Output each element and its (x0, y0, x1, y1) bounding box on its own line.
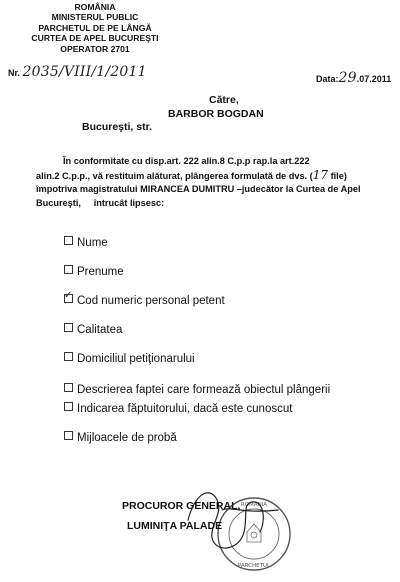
recipient-name: BARBOR BOGDAN (168, 108, 264, 120)
signatory-name: LUMINIŢA PALADE (127, 520, 223, 532)
checklist-label: Calitatea (77, 324, 123, 336)
signature-block (122, 496, 240, 536)
nr-handwritten-value: 2035/VIII/1/2011 (22, 64, 147, 80)
body-line-4-text: Bucureşti, (36, 197, 81, 208)
stamp-bottom-text: PARCHETUL (237, 563, 271, 569)
letter-body (36, 155, 396, 210)
header-line-parquet: PARCHETUL DE PE LÂNGĂ (38, 22, 152, 33)
registration-number (8, 64, 147, 80)
checkbox-icon (64, 323, 73, 332)
signatory-title: PROCUROR GENERAL, (122, 500, 241, 512)
checklist-item-mijloace (64, 431, 177, 444)
checklist-item-nume (64, 236, 108, 249)
document-date (316, 70, 391, 86)
checkbox-icon (64, 431, 73, 440)
checkbox-checked-icon (64, 294, 73, 303)
checkbox-icon (64, 402, 73, 411)
recipient-label: Către, (209, 94, 239, 106)
stamp-top-text: ROMANIA (240, 502, 268, 508)
header-line-operator: OPERATOR 2701 (60, 43, 130, 54)
checklist-item-calitatea (64, 323, 122, 336)
checkbox-icon (64, 383, 73, 392)
body-line-3: împotriva magistratului MIRANCEA DUMITRU –judecător la Curtea de Apel (36, 184, 361, 194)
header-line-country: ROMÂNIA (74, 2, 116, 12)
body-line-2 (36, 169, 396, 184)
file-count-handwritten: 17 (312, 167, 329, 182)
issuer-header (0, 2, 190, 54)
checkbox-icon (64, 265, 73, 274)
nr-label: Nr. (8, 68, 21, 78)
body-line-1: În conformitate cu disp.art. 222 alin.8 C.p.p rap.la art.222 (63, 156, 310, 166)
recipient-address: Bucureşti, str. (82, 121, 153, 133)
header-line-court: CURTEA DE APEL BUCUREŞTI (31, 33, 159, 44)
checklist-label: Indicarea făptuitorului, dacă este cunoscut (77, 403, 293, 415)
body-line-2-text: alin.2 C.p.p., vă restituim alăturat, plângerea formulată de dvs. ( (36, 170, 313, 181)
checklist-item-domiciliu (64, 352, 195, 365)
body-line-4 (36, 197, 396, 211)
body-line-2-end: file) (328, 170, 347, 181)
date-label: Data: (316, 74, 339, 84)
checkbox-icon (64, 236, 73, 245)
checklist-item-cnp (64, 294, 225, 307)
checklist-label: Domiciliul petiţionarului (77, 353, 195, 365)
date-handwritten-day: 29 (338, 70, 357, 86)
checklist-label: Mijloacele de probă (77, 432, 177, 444)
checklist-label: Descrierea faptei care formează obiectul plângerii (77, 384, 331, 396)
header-line-ministry: MINISTERUL PUBLIC (51, 12, 139, 23)
checklist-item-faptuitor (64, 402, 292, 415)
checklist-label: Prenume (77, 266, 124, 278)
date-printed-rest: .07.2011 (356, 74, 392, 84)
checkbox-icon (64, 352, 73, 361)
checklist-item-descrierea (64, 383, 330, 396)
checklist-label: Cod numeric personal petent (77, 295, 225, 307)
checklist-label: Nume (77, 237, 108, 249)
checklist-item-prenume (64, 265, 124, 278)
body-line-4-end: întrucât lipsesc: (93, 197, 165, 208)
